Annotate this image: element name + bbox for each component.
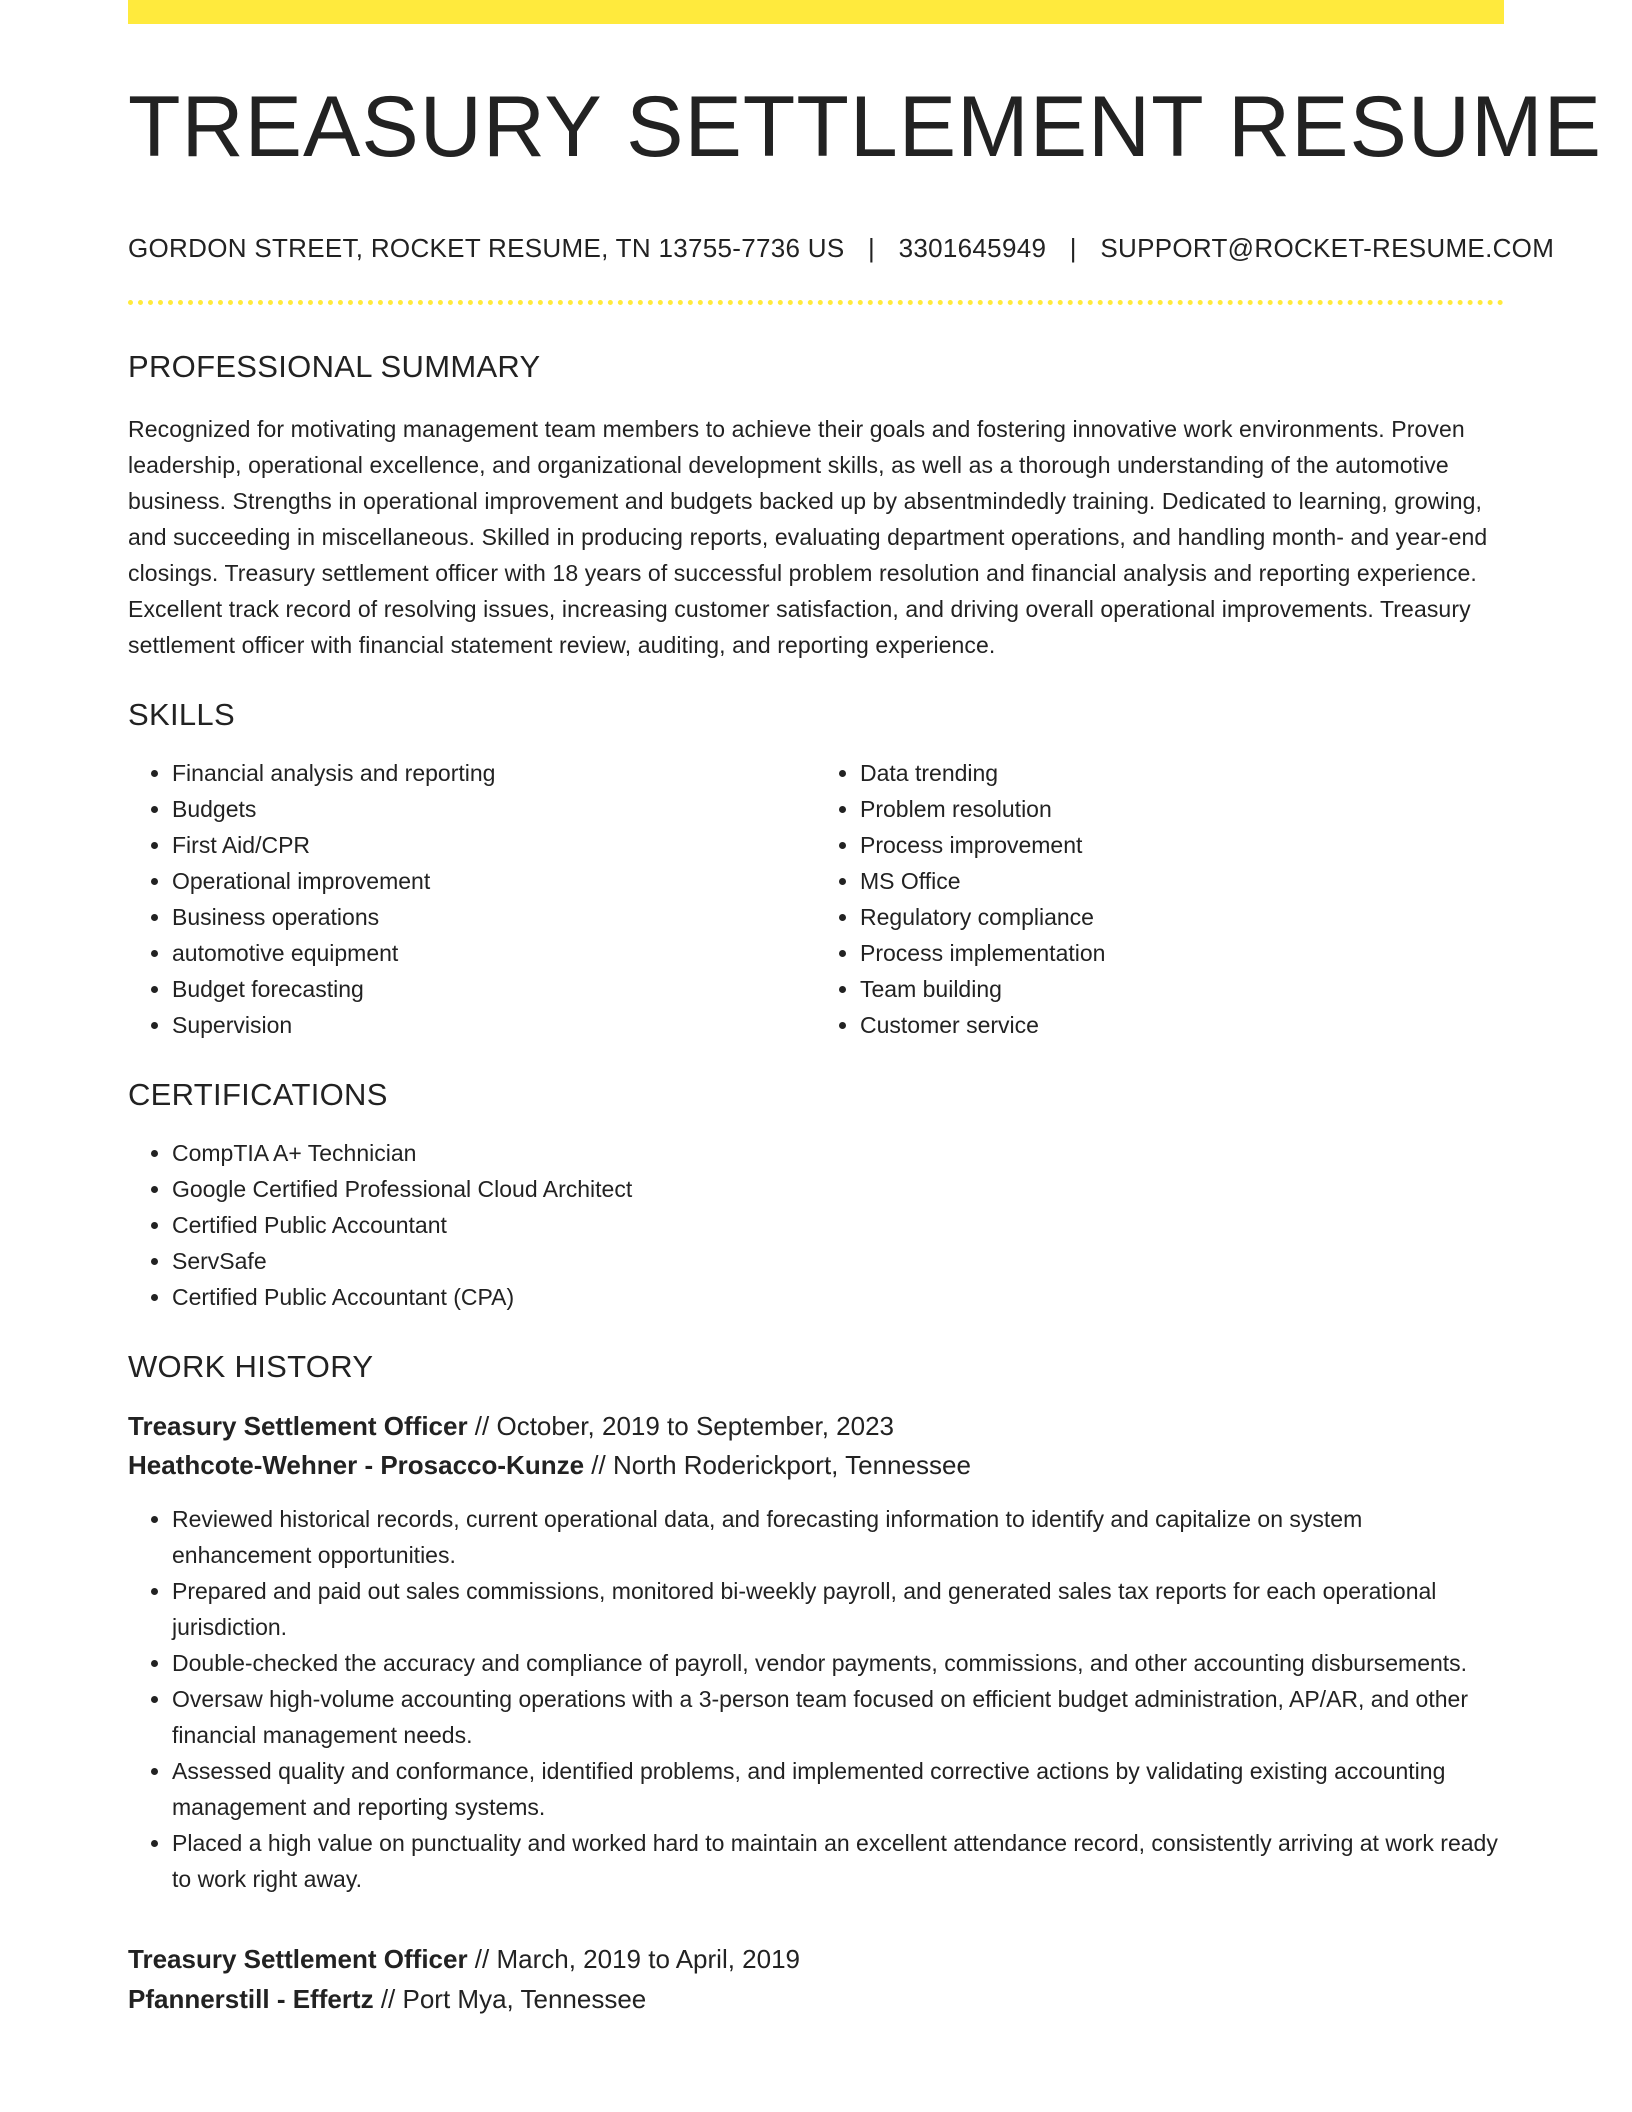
- job-company-line: [128, 1446, 1504, 1485]
- job-role-line: [128, 1407, 1504, 1446]
- header-divider: [128, 300, 1504, 305]
- summary-text: Recognized for motivating management team members to achieve their goals and fostering innovative work environments. Proven leadership, operational excellence, and organizational development skills, as well as a thorough understanding of the automotive business. Strengths in operational improvement and budgets backed up by absentmindedly training. Dedicated to learning, growing, and succeeding in miscellaneous. Skilled in producing reports, evaluating department operations, and handling month- and year-end closings. Treasury settlement officer with 18 years of successful problem resolution and financial analysis and reporting experience. Excellent track record of resolving issues, increasing customer satisfaction, and driving overall operational improvements. Treasury settlement officer with financial statement review, auditing, and reporting experience.: [128, 415, 1488, 658]
- contact-address: GORDON STREET, ROCKET RESUME, TN 13755-7736 US: [128, 232, 845, 263]
- skill-item: • Process improvement: [860, 827, 1504, 863]
- job-company: Pfannerstill - Effertz: [128, 1983, 374, 2014]
- job-location: North Roderickport, Tennessee: [612, 1449, 971, 1480]
- work-history-heading: WORK HISTORY: [128, 1348, 374, 1384]
- job-bullet: • Placed a high value on punctuality and worked hard to maintain an excellent attendance record, consistently arriving at work ready to work right away.: [172, 1825, 1504, 1897]
- job-entry: [128, 1939, 1504, 2019]
- summary-heading: PROFESSIONAL SUMMARY: [128, 348, 541, 384]
- skill-item: • automotive equipment: [172, 935, 816, 971]
- skill-item: • Problem resolution: [860, 791, 1504, 827]
- skills-heading: SKILLS: [128, 696, 235, 732]
- job-entry: [128, 1407, 1504, 1897]
- skill-item: • Team building: [860, 971, 1504, 1007]
- contact-phone: 3301645949: [898, 232, 1047, 263]
- resume-page: [128, 0, 1602, 2019]
- job-company-line: [128, 1979, 1504, 2019]
- skill-item: • MS Office: [860, 863, 1504, 899]
- job-company: Heathcote-Wehner - Prosacco-Kunze: [128, 1449, 585, 1480]
- certification-item: • ServSafe: [172, 1243, 1504, 1279]
- contact-separator: |: [1069, 232, 1077, 263]
- job-dates: October, 2019 to September, 2023: [496, 1410, 894, 1441]
- skill-item: • Budgets: [172, 791, 816, 827]
- skill-item: • Budget forecasting: [172, 971, 816, 1007]
- skill-item: • Financial analysis and reporting: [172, 755, 816, 791]
- certifications-list: [128, 1135, 1504, 1315]
- job-location: Port Mya, Tennessee: [402, 1983, 647, 2014]
- job-role: Treasury Settlement Officer: [128, 1410, 468, 1441]
- job-separator: //: [584, 1449, 613, 1480]
- skill-item: • Operational improvement: [172, 863, 816, 899]
- skills-grid: [128, 733, 1504, 1043]
- skill-item: • Supervision: [172, 1007, 816, 1043]
- contact-line: [128, 232, 1555, 264]
- skill-item: • Data trending: [860, 755, 1504, 791]
- skills-list-left: [128, 755, 816, 1043]
- job-bullet: • Prepared and paid out sales commissions, monitored bi-weekly payroll, and generated sales tax reports for each operational jurisdiction.: [172, 1573, 1504, 1645]
- job-bullet: • Reviewed historical records, current operational data, and forecasting information to identify and capitalize on system enhancement opportunities.: [172, 1501, 1504, 1573]
- job-separator: //: [467, 1943, 497, 1974]
- job-bullets: [128, 1501, 1504, 1897]
- job-separator: //: [467, 1410, 497, 1441]
- job-bullet: • Double-checked the accuracy and compliance of payroll, vendor payments, commissions, and other accounting disbursements.: [172, 1645, 1504, 1681]
- skills-list-right: [816, 755, 1504, 1043]
- certification-item: • CompTIA A+ Technician: [172, 1135, 1504, 1171]
- skill-item: • Regulatory compliance: [860, 899, 1504, 935]
- job-role-line: [128, 1939, 1504, 1979]
- skill-item: • First Aid/CPR: [172, 827, 816, 863]
- contact-email: SUPPORT@ROCKET-RESUME.COM: [1100, 232, 1555, 263]
- job-bullet: • Assessed quality and conformance, identified problems, and implemented corrective actions by validating existing accounting management and reporting systems.: [172, 1753, 1504, 1825]
- job-role: Treasury Settlement Officer: [128, 1943, 468, 1974]
- skill-item: • Process implementation: [860, 935, 1504, 971]
- job-separator: //: [373, 1983, 403, 2014]
- certification-item: • Certified Public Accountant (CPA): [172, 1279, 1504, 1315]
- certifications-heading: CERTIFICATIONS: [128, 1076, 388, 1112]
- job-bullet: • Oversaw high-volume accounting operations with a 3-person team focused on efficient budget administration, AP/AR, and other financial management needs.: [172, 1681, 1504, 1753]
- job-dates: March, 2019 to April, 2019: [496, 1943, 801, 1974]
- skill-item: • Customer service: [860, 1007, 1504, 1043]
- certification-item: • Google Certified Professional Cloud Architect: [172, 1171, 1504, 1207]
- top-accent-bar: [128, 0, 1504, 24]
- skill-item: • Business operations: [172, 899, 816, 935]
- resume-title: TREASURY SETTLEMENT RESUME: [128, 79, 1602, 175]
- certification-item: • Certified Public Accountant: [172, 1207, 1504, 1243]
- contact-separator: |: [868, 232, 876, 263]
